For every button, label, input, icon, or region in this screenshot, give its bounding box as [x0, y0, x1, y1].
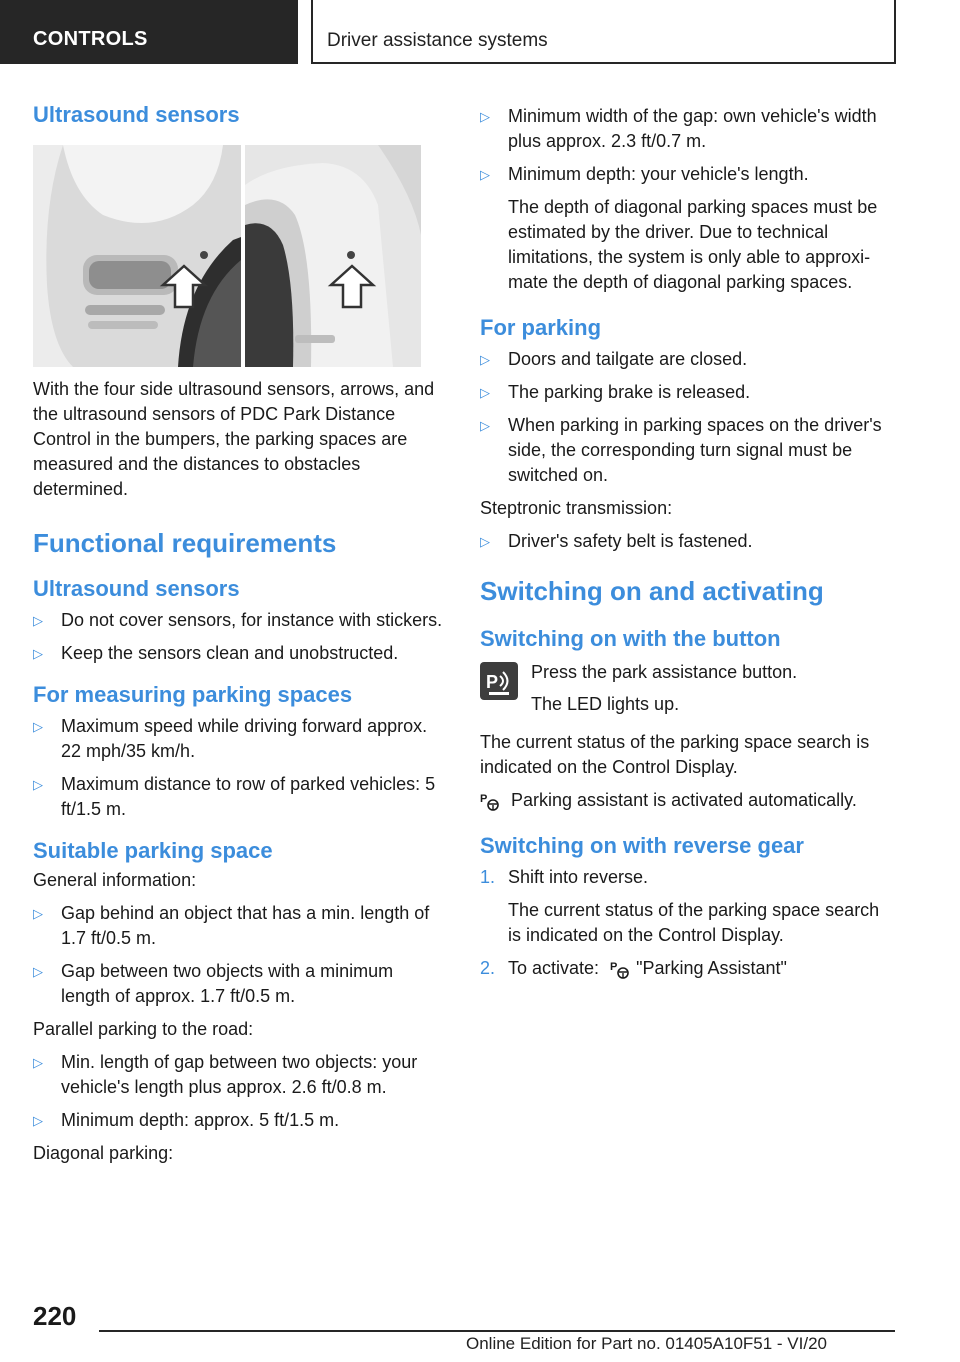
svg-text:P: P [480, 793, 488, 806]
list-item: ▷ Min. length of gap between two objects: your vehicle's length plus approx. 2.6 ft/0.8 m. [33, 1052, 418, 1097]
parking-assistant-icon [480, 791, 500, 811]
bullet-marker: ▷ [33, 964, 43, 979]
list-item: ▷ When parking in parking spaces on the driver's side, the corresponding turn signal must be switched on. [480, 415, 882, 485]
parking-assistant-icon [610, 959, 630, 979]
functional-requirements-heading: Functional requirements [33, 528, 337, 558]
header-chapter-tab [311, 0, 896, 64]
list-item: ▷ Maximum distance to row of parked vehicles: 5 ft/1.5 m. [33, 774, 436, 819]
list-item: 2. To activate: P "Parking Assistant" [480, 956, 894, 981]
ultrasound-sensors-figure [33, 145, 421, 367]
svg-text:P: P [486, 672, 499, 692]
general-information-label: General information: [33, 870, 197, 890]
diagonal-depth-note: The depth of diagonal parking spaces must be estimated by the driver. Due to technical limitations, the system is only able to approximate the depth of diagonal parking spaces. [508, 197, 878, 292]
step-number: 2. [480, 958, 496, 978]
for-parking-heading: For parking [480, 315, 602, 340]
step-number: 1. [480, 867, 496, 887]
footer-edition: Online Edition for Part no. 01405A10F51 - VI/20 [466, 1334, 828, 1353]
auto-activated-row [480, 788, 894, 813]
bullet-marker: ▷ [33, 777, 43, 792]
right-column [480, 104, 894, 981]
ultrasound-requirements-list [33, 608, 447, 666]
bullet-marker: ▷ [33, 613, 43, 628]
list-item: ▷ Do not cover sensors, for instance with stickers. [33, 608, 447, 633]
bullet-marker: ▷ [33, 906, 43, 921]
header-chapter-label: Driver assistance systems [327, 30, 548, 51]
list-item: ▷ Gap between two objects with a minimum length of approx. 1.7 ft/0.5 m. [33, 961, 394, 1006]
bullet-marker: ▷ [33, 646, 43, 661]
switching-on-activating-heading: Switching on and activating [480, 576, 824, 606]
led-lights-text: The LED lights up. [531, 694, 680, 714]
press-button-text: Press the park assistance button. [531, 662, 798, 682]
list-item: ▷ Doors and tailgate are closed. [480, 347, 894, 372]
bullet-marker: ▷ [33, 719, 43, 734]
switching-on-reverse-heading: Switching on with reverse gear [480, 833, 804, 858]
svg-text:P: P [610, 961, 618, 974]
bullet-marker: ▷ [480, 534, 490, 549]
park-assist-button-row [480, 660, 894, 718]
reverse-gear-steps [480, 865, 894, 981]
bullet-marker: ▷ [33, 1113, 43, 1128]
steptronic-label: Steptronic transmission: [480, 498, 673, 518]
diagonal-parking-label: Diagonal parking: [33, 1143, 174, 1163]
ultrasound-sensors-subheading: Ultrasound sensors [33, 576, 240, 601]
reverse-status-note: The current status of the parking space search is indicated on the Control Display. [508, 900, 880, 945]
list-item: ▷ Gap behind an object that has a min. length of 1.7 ft/0.5 m. [33, 903, 430, 948]
switching-on-button-heading: Switching on with the button [480, 626, 781, 651]
suitable-parking-space-heading: Suitable parking space [33, 838, 273, 863]
list-item: ▷ Minimum depth: your vehicle's length. The depth of diagonal parking spaces must be estimated by the driver. Due to technical limitations, the system is only able to approximate the depth of diagonal parking spaces. [480, 162, 894, 295]
bullet-marker: ▷ [480, 385, 490, 400]
general-information-list [33, 901, 447, 1009]
list-item: 1. Shift into reverse. The current status of the parking space search is indicated on the Control Display. [480, 865, 894, 948]
footer-divider [99, 1330, 895, 1332]
list-item: ▷ The parking brake is released. [480, 380, 894, 405]
auto-activated-text: Parking assistant is activated automatically. [511, 790, 857, 810]
bullet-marker: ▷ [480, 352, 490, 367]
list-item: ▷ Minimum width of the gap: own vehicle's width plus approx. 2.3 ft/0.7 m. [480, 106, 877, 151]
header-section-label: CONTROLS [33, 28, 148, 50]
for-parking-list [480, 347, 894, 488]
parallel-parking-label: Parallel parking to the road: [33, 1019, 254, 1039]
ultrasound-sensors-heading: Ultrasound sensors [33, 102, 240, 127]
steptronic-list [480, 529, 894, 554]
measuring-parking-spaces-heading: For measuring parking spaces [33, 682, 353, 707]
left-column [33, 100, 447, 1166]
diagonal-parking-list [480, 104, 894, 295]
parallel-parking-list [33, 1050, 447, 1133]
bullet-marker: ▷ [480, 418, 490, 433]
list-item: ▷ Keep the sensors clean and unobstructed. [33, 641, 447, 666]
list-item: ▷ Maximum speed while driving forward approx. 22 mph/35 km/h. [33, 716, 428, 761]
header-section-tab [0, 0, 298, 64]
list-item: ▷ Minimum depth: approx. 5 ft/1.5 m. [33, 1108, 447, 1133]
page-number: 220 [33, 1301, 77, 1331]
bullet-marker: ▷ [480, 167, 490, 182]
measuring-requirements-list [33, 714, 447, 822]
ultrasound-sensors-text: With the four side ultrasound sensors, arrows, and the ultrasound sensors of PDC Park Distance Control in the bumpers, the parking spaces are measured and the distances to obstacles determined. [33, 379, 435, 499]
bullet-marker: ▷ [480, 109, 490, 124]
park-assistance-button-icon [480, 662, 518, 700]
bullet-marker: ▷ [33, 1055, 43, 1070]
list-item: ▷ Driver's safety belt is fastened. [480, 529, 894, 554]
car-sensor-illustration [33, 145, 421, 367]
status-indicated-text: The current status of the parking space search is indicated on the Control Display. [480, 732, 870, 777]
